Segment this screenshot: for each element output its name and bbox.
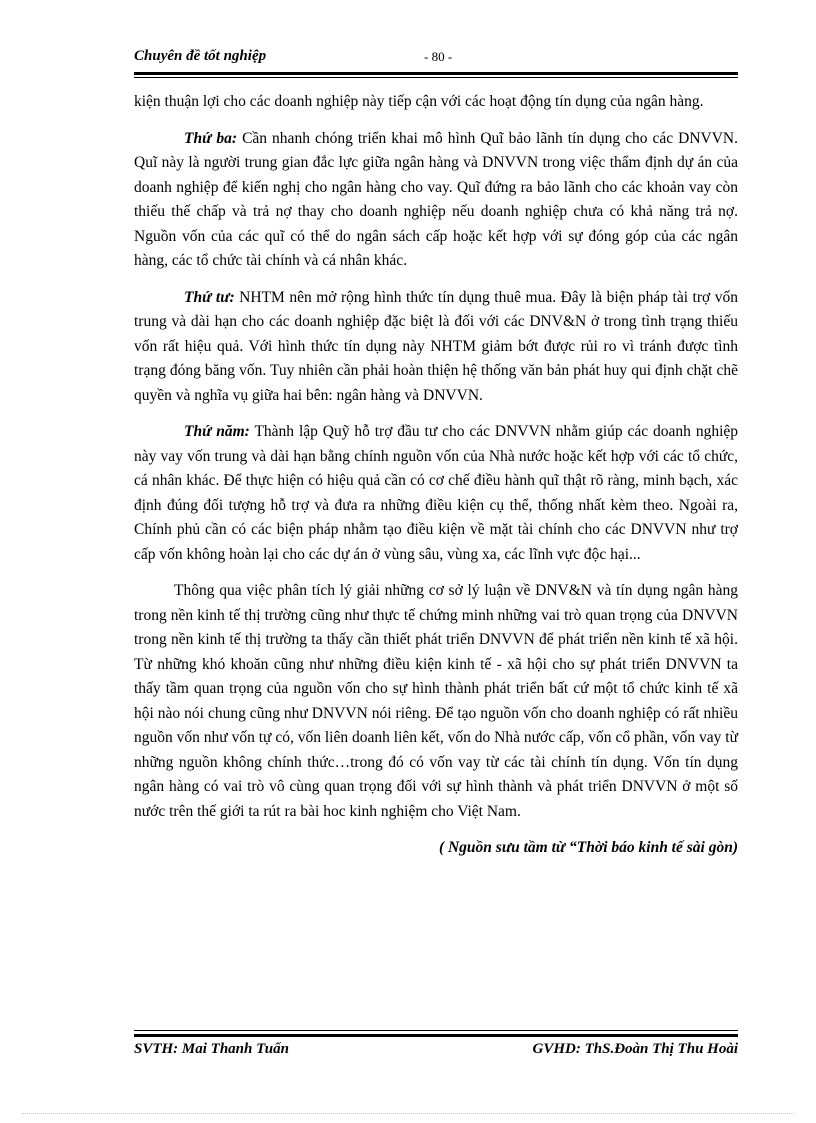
paragraph-conclusion: Thông qua việc phân tích lý giải những cơ sở lý luận về DNV&N và tín dụng ngân hàng trong nền kinh tế thị trường cũng như thực tế chứng minh những vai trò quan trọng của DNVVN trong nền kinh tế thị trường ta thấy cần thiết phát triển DNVVN để phát triển nền kinh tế xã hội. Từ những khó khoăn cũng như những điều kiện kinh tế - xã hội cho sự phát triển DNVVN ta thấy tầm quan trọng của nguồn vốn cho sự hình thành phát triển bất cứ một tổ chức kinh tế xã hội nào nói chung cũng như DNVVN nói riêng. Để tạo nguồn vốn cho doanh nghiệp có rất nhiều nguồn vốn như vốn tự có, vốn liên doanh liên kết, vốn do Nhà nước cấp, vốn cổ phần, vốn vay từ những nguồn không chính thức…trong đó có vốn vay từ các tài chính tín dụng. Vốn tín dụng ngân hàng có vai trò vô cùng quan trọng đối với sự hình thành và phát triển DNVVN ở một số nước trên thế giới ta rút ra bài hoc kinh nghiệm cho Việt Nam.: [134, 582, 738, 820]
page-footer: [134, 1041, 738, 1063]
paragraph-text: NHTM nên mở rộng hình thức tín dụng thuê mua. Đây là biện pháp tài trợ vốn trung và dài hạn cho các doanh nghiệp đặc biệt là đối với các DNV&N ở trong tình trạng thiếu vốn rất hiệu quả. Với hình thức tín dụng này NHTM giảm bớt được rủi ro vì tránh được tình trạng đóng băng vốn. Tuy nhiên cần phải hoàn thiện hệ thống văn bản phát huy qui định chặt chẽ quyền và nghĩa vụ giữa hai bên: ngân hàng và DNVVN.: [134, 288, 738, 404]
page-edge-dotted-line: [22, 1113, 794, 1114]
footer-rule-thin: [134, 1030, 738, 1031]
paragraph-thu-nam: [134, 420, 738, 567]
paragraph-continuation: kiện thuận lợi cho các doanh nghiệp này tiếp cận với các hoạt động tín dụng của ngân hàng.: [134, 93, 704, 110]
paragraph-lead: Thứ tư:: [184, 288, 235, 306]
footer-rule-thick: [134, 1034, 738, 1037]
footer-advisor: GVHD: ThS.Đoàn Thị Thu Hoài: [532, 1041, 738, 1057]
page-number: - 80 -: [424, 49, 453, 64]
footer-student: SVTH: Mai Thanh Tuấn: [134, 1041, 289, 1057]
paragraph-thu-tu: [134, 286, 738, 409]
paragraph-lead: Thứ năm:: [184, 423, 250, 440]
page-header: [134, 48, 738, 70]
header-rule-thick: [134, 72, 738, 75]
header-rule-thin: [134, 77, 738, 78]
page-body: [134, 90, 738, 873]
paragraph-text: Thành lập Quỹ hỗ trợ đầu tư cho các DNVVN nhằm giúp các doanh nghiệp này vay vốn trung và dài hạn bằng chính nguồn vốn của Nhà nước hoặc kết hợp với các tổ chức, cá nhân khác. Để thực hiện có hiệu quả cần có cơ chế điều hành quĩ thật rõ ràng, minh bạch, xác định đúng đối tượng hỗ trợ và đưa ra những điều kiện cụ thể, thống nhất kèm theo. Ngoài ra, Chính phủ cần có các biện pháp nhằm tạo điều kiện về mặt tài chính cho các DNVVN như trợ cấp vốn không hoàn lại cho các dự án ở vùng sâu, vùng xa, các lĩnh vực độc hại...: [134, 423, 738, 563]
paragraph-thu-ba: [134, 127, 738, 274]
source-citation: ( Nguồn sưu tầm từ “Thời báo kinh tế sài gòn): [438, 839, 738, 856]
paragraph-text: Cần nhanh chóng triển khai mô hình Quĩ bảo lãnh tín dụng cho các DNVVN. Quĩ này là người trung gian đắc lực giữa ngân hàng và DNVVN trong việc thẩm định dự án của doanh nghiệp để kiến nghị cho ngân hàng cho vay. Quĩ đứng ra bảo lãnh cho các khoản vay còn thiếu thế chấp và trả nợ thay cho doanh nghiệp nếu doanh nghiệp chưa có khả năng trả nợ. Nguồn vốn của các quĩ có thể do ngân sách cấp hoặc kết hợp với sự đóng góp của các ngân hàng, các tổ chức tài chính và cá nhân khác.: [134, 129, 738, 269]
header-title: Chuyên đề tốt nghiệp: [134, 48, 267, 64]
paragraph-lead: Thứ ba:: [184, 129, 238, 147]
